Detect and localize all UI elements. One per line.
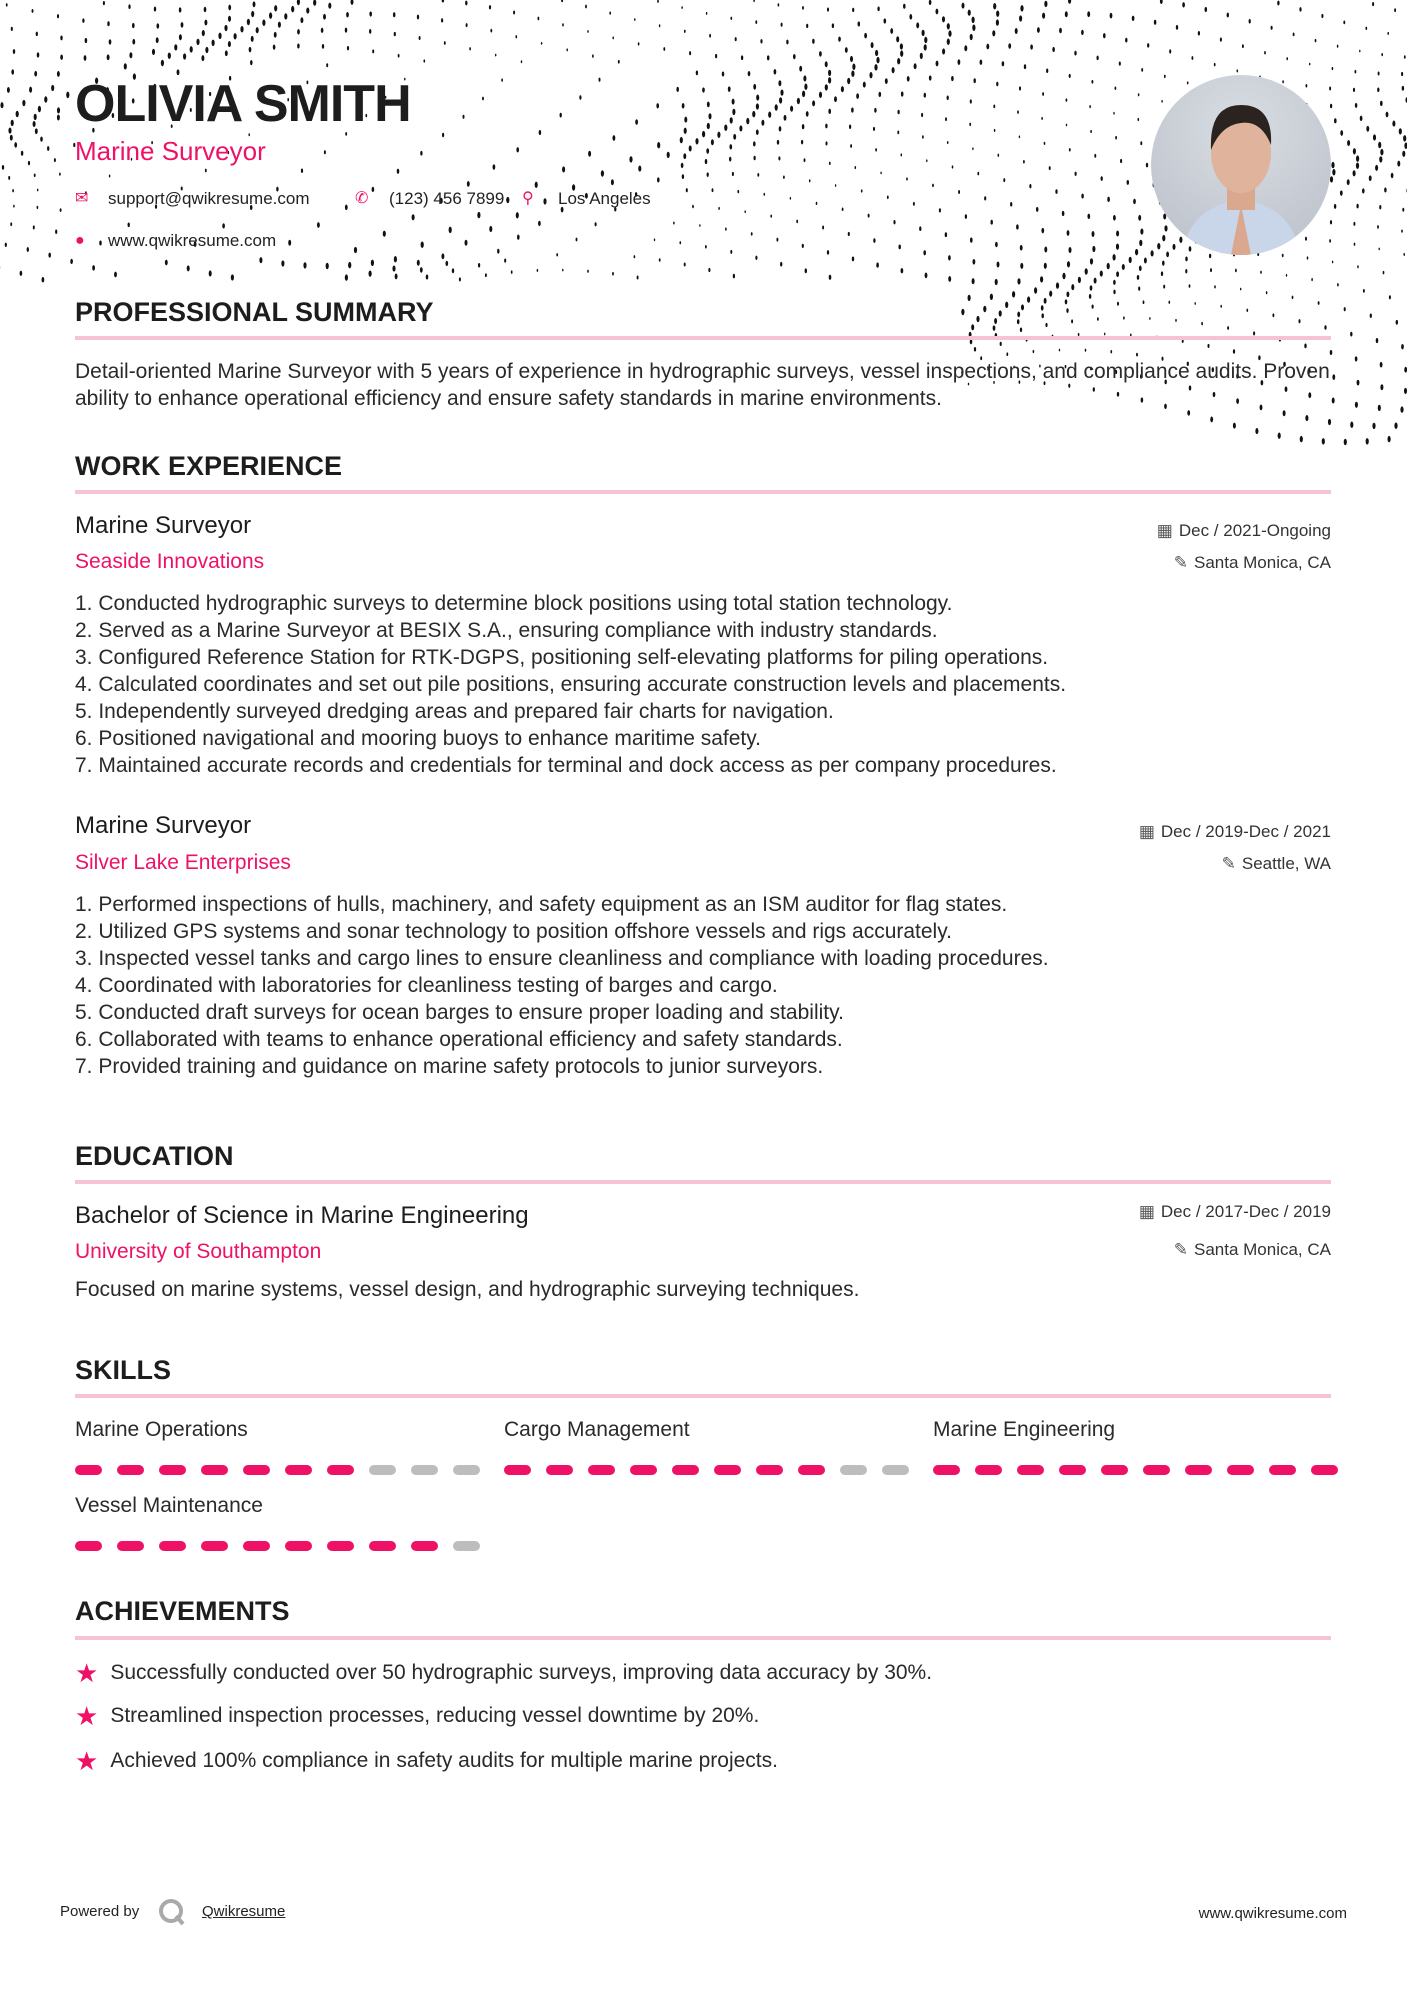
section-divider [75,1394,1331,1398]
skill-dot-filled [201,1541,228,1551]
list-item: 5. Conducted draft surveys for ocean barges to ensure proper loading and stability. [75,1001,844,1024]
section-divider [75,1636,1331,1640]
skill-dot-filled [327,1541,354,1551]
skill-dot-empty [882,1465,909,1475]
location-text: Los Angeles [558,189,651,208]
skill-dot-filled [1143,1465,1170,1475]
achievement-item [75,1702,759,1730]
job-location [1174,552,1331,574]
skill-dot-filled [1185,1465,1212,1475]
skill-dot-empty [840,1465,867,1475]
experience-heading: WORK EXPERIENCE [75,451,343,481]
skill-dot-filled [798,1465,825,1475]
star-icon: ★ [75,1746,99,1776]
star-icon: ★ [75,1701,99,1731]
candidate-title: Marine Surveyor [75,136,266,166]
qwikresume-logo-icon [158,1898,186,1926]
list-item: 4. Coordinated with laboratories for cleanliness testing of barges and cargo. [75,974,778,997]
skill-name: Marine Engineering [933,1418,1116,1441]
skill-rating [504,1465,909,1475]
skill-dot-filled [1059,1465,1086,1475]
phone-icon: ✆ [355,190,369,207]
skill-dot-filled [933,1465,960,1475]
star-icon: ★ [75,1658,99,1688]
skill-dot-filled [117,1541,144,1551]
achievement-text: Successfully conducted over 50 hydrographic surveys, improving data accuracy by 30%. [110,1661,933,1684]
job-bullets [75,891,1335,1080]
school-name: University of Southampton [75,1240,322,1263]
education-heading: EDUCATION [75,1141,234,1171]
skill-dot-filled [630,1465,657,1475]
skill-dot-empty [369,1465,396,1475]
skill-dot-filled [1101,1465,1128,1475]
pushpin-icon: ✎ [1221,854,1236,873]
job-date-text: Dec / 2021-Ongoing [1178,521,1331,540]
skill-dot-filled [504,1465,531,1475]
skill-dot-filled [546,1465,573,1475]
skill-dot-filled [714,1465,741,1475]
job-bullets [75,590,1335,779]
skill-rating [933,1465,1338,1475]
list-item: 6. Positioned navigational and mooring buoys to enhance maritime safety. [75,727,762,750]
job-title: Marine Surveyor [75,812,252,839]
skill-name: Marine Operations [75,1418,248,1441]
education-date-text: Dec / 2017-Dec / 2019 [1160,1202,1331,1221]
achievement-item [75,1747,778,1775]
list-item: 1. Conducted hydrographic surveys to determine block positions using total station technology. [75,592,953,615]
calendar-icon: ▦ [1156,521,1173,540]
list-item: 3. Inspected vessel tanks and cargo lines to ensure cleanliness and compliance with loading procedures. [75,947,1049,970]
job-title: Marine Surveyor [75,512,252,539]
skill-dot-filled [369,1541,396,1551]
skill-dot-filled [1017,1465,1044,1475]
calendar-icon: ▦ [1138,822,1155,841]
skill-dot-filled [1311,1465,1338,1475]
skill-rating [75,1465,480,1475]
skill-dot-empty [411,1465,438,1475]
education-date [1139,1201,1331,1223]
list-item: 5. Independently surveyed dredging areas and prepared fair charts for navigation. [75,700,834,723]
job-date-text: Dec / 2019-Dec / 2021 [1160,822,1331,841]
skill-dot-filled [75,1465,102,1475]
job-date [1157,520,1331,542]
email-link[interactable]: support@qwikresume.com [108,189,310,208]
calendar-icon: ▦ [1138,1202,1155,1221]
skill-dot-filled [285,1465,312,1475]
list-item: 2. Served as a Marine Surveyor at BESIX S.A., ensuring compliance with industry standards. [75,619,938,642]
powered-by-label: Powered by [60,1903,140,1920]
list-item: 6. Collaborated with teams to enhance operational efficiency and safety standards. [75,1028,843,1051]
skill-dot-filled [756,1465,783,1475]
skill-dot-filled [201,1465,228,1475]
list-item: 7. Maintained accurate records and credentials for terminal and dock access as per company procedures. [75,754,1057,777]
list-item: 3. Configured Reference Station for RTK-DGPS, positioning self-elevating platforms for piling operations. [75,646,1049,669]
skill-dot-filled [411,1541,438,1551]
skill-dot-filled [1227,1465,1254,1475]
skill-dot-filled [1269,1465,1296,1475]
skill-name: Cargo Management [504,1418,690,1441]
globe-icon: ● [75,232,85,249]
job-company: Silver Lake Enterprises [75,851,291,874]
list-item: 4. Calculated coordinates and set out pile positions, ensuring accurate construction levels and placements. [75,673,1067,696]
skill-dot-filled [672,1465,699,1475]
job-company: Seaside Innovations [75,550,265,573]
education-location [1174,1239,1331,1261]
section-divider [75,490,1331,494]
skill-dot-filled [117,1465,144,1475]
map-pin-icon: ⚲ [522,190,534,207]
skill-dot-filled [243,1465,270,1475]
section-divider [75,336,1331,340]
skill-dot-filled [975,1465,1002,1475]
achievement-text: Streamlined inspection processes, reducing vessel downtime by 20%. [110,1704,760,1727]
website-link[interactable]: www.qwikresume.com [108,231,277,250]
skill-dot-filled [159,1465,186,1475]
skill-rating [75,1541,480,1551]
skill-dot-filled [75,1541,102,1551]
pushpin-icon: ✎ [1173,553,1188,572]
achievements-heading: ACHIEVEMENTS [75,1596,290,1626]
achievement-text: Achieved 100% compliance in safety audits for multiple marine projects. [110,1749,778,1772]
summary-heading: PROFESSIONAL SUMMARY [75,297,434,327]
profile-photo [1151,75,1331,255]
section-divider [75,1180,1331,1184]
education-location-text: Santa Monica, CA [1193,1240,1331,1259]
degree-title: Bachelor of Science in Marine Engineering [75,1202,529,1229]
skill-dot-empty [453,1465,480,1475]
job-location [1222,853,1331,875]
qwikresume-link[interactable]: Qwikresume [202,1903,286,1920]
skill-dot-filled [243,1541,270,1551]
achievement-item [75,1659,932,1687]
skill-dot-filled [588,1465,615,1475]
summary-text: Detail-oriented Marine Surveyor with 5 years of experience in hydrographic surveys, vessel inspections, and compliance audits. Proven ability to enhance operational efficiency and ensure safety standards in marine environments. [75,360,1330,410]
skill-name: Vessel Maintenance [75,1494,263,1517]
skill-dot-filled [327,1465,354,1475]
job-location-text: Santa Monica, CA [1193,553,1331,572]
skill-dot-filled [159,1541,186,1551]
job-date [1139,821,1331,843]
skills-heading: SKILLS [75,1355,172,1385]
candidate-name: OLIVIA SMITH [75,75,411,133]
envelope-icon: ✉ [75,190,89,207]
footer-url[interactable]: www.qwikresume.com [1198,1905,1347,1922]
list-item: 1. Performed inspections of hulls, machinery, and safety equipment as an ISM auditor for flag states. [75,893,1008,916]
pushpin-icon: ✎ [1173,1240,1188,1259]
skill-dot-filled [285,1541,312,1551]
list-item: 7. Provided training and guidance on marine safety protocols to junior surveyors. [75,1055,824,1078]
skill-dot-empty [453,1541,480,1551]
education-description: Focused on marine systems, vessel design, and hydrographic surveying techniques. [75,1278,860,1301]
phone-text: (123) 456 7899 [389,189,505,208]
job-location-text: Seattle, WA [1241,854,1331,873]
list-item: 2. Utilized GPS systems and sonar technology to position offshore vessels and rigs accurately. [75,920,952,943]
